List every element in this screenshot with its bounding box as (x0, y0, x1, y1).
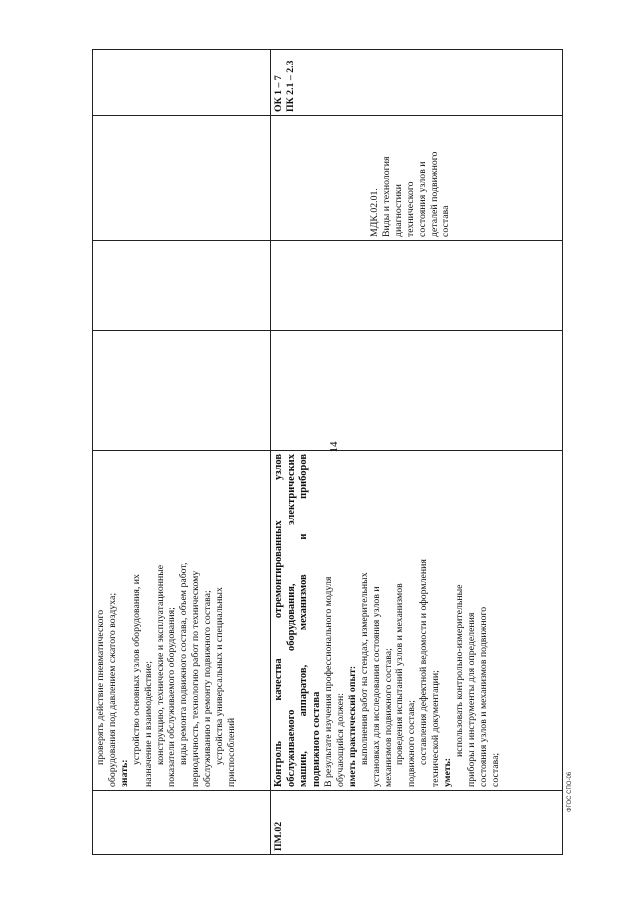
mdk-cell (93, 116, 271, 241)
hours-max-cell (93, 331, 271, 451)
general-competencies: ОК 1 – 7 (273, 75, 284, 112)
table-row (93, 50, 271, 855)
table-row (271, 50, 563, 855)
module-code-cell (271, 791, 563, 855)
page-number: 14 (328, 441, 340, 453)
document-footer: ФГОС СПО-06 (567, 771, 573, 812)
hours-required-cell (271, 241, 563, 331)
description-cell: Контроль качества отремонтированных узлов обслуживаемого оборудования, электрических машин, аппаратов, механизмов и приборов подвижного состава В результате изучения профессионального модуля обучающийся должен: иметь практический опыт: выполнения работ на стендах, измерительных установках для исследования состояния узлов и механизмов подвижного состава; проведения испытаний узлов и механизмов подвижного состава; составления дефектной ведомости и оформления технической документации; уметь: использовать контрольно-измерительные приборы и инструменты для определения состояния узлов и механизмов подвижного состава; (271, 451, 563, 791)
hours-max-cell (271, 331, 563, 451)
module-code: ПМ.02 (273, 821, 284, 851)
competencies-cell (271, 50, 563, 116)
professional-competencies: ПК 2.1 – 2.3 (284, 60, 296, 112)
competencies-cell (93, 50, 271, 116)
hours-required-cell (93, 241, 271, 331)
description-cell: проверять действие пневматического оборудования под давлением сжатого воздуха; знать: устройство основных узлов оборудования, их назначение и взаимодействие; конструкцию, технические и эксплуатационные показатели обслуживаемого оборудования; виды ремонта подвижного состава, объем работ, периодичность, технологию работ по техническому обслуживанию и ремонту подвижного состава; устройства универсальных и специальных приспособлений (93, 451, 271, 791)
module-code-cell (93, 791, 271, 855)
module-title-line: обслуживаемого оборудования, электрических (285, 454, 297, 787)
module-title-line: подвижного состава (310, 691, 322, 787)
mdk-cell: МДК.02.01. Виды и технология диагностики технического состояния узлов и деталей подвижного состава (271, 116, 563, 241)
module-title-line: Контроль качества отремонтированных узлов (273, 454, 284, 787)
rotated-table-container (92, 50, 562, 855)
module-title-line: машин, аппаратов, механизмов и приборов (298, 454, 309, 787)
